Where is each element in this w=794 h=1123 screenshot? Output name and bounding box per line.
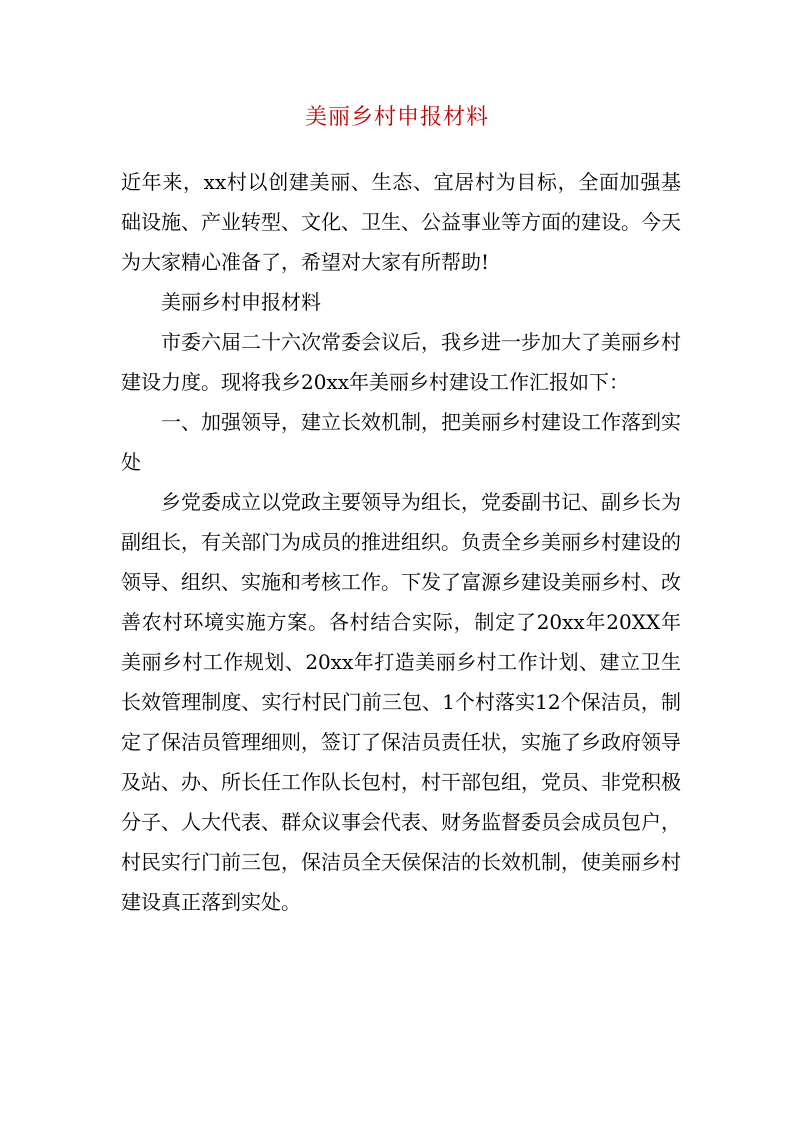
intro-paragraph: 近年来，xx村以创建美丽、生态、宜居村为目标，全面加强基础设施、产业转型、文化、卫生、公益事业等方面的建设。今天为大家精心准备了，希望对大家有所帮助!	[121, 170, 681, 274]
document-title: 美丽乡村申报材料	[304, 105, 489, 130]
report-intro-paragraph: 市委六届二十六次常委会议后，我乡进一步加大了美丽乡村建设力度。现将我乡20xx年美丽乡村建设工作汇报如下：	[121, 330, 681, 394]
body-paragraph: 乡党委成立以党政主要领导为组长，党委副书记、副乡长为副组长，有关部门为成员的推进组织。负责全乡美丽乡村建设的领导、组织、实施和考核工作。下发了富源乡建设美丽乡村、改善农村环境实施方案。各村结合实际，制定了20xx年20XX年美丽乡村工作规划、20xx年打造美丽乡村工作计划、建立卫生长效管理制度、实行村民门前三包、1个村落实12个保洁员，制定了保洁员管理细则，签订了保洁员责任状，实施了乡政府领导及站、办、所长任工作队长包村，村干部包组，党员、非党积极分子、人大代表、群众议事会代表、财务监督委员会成员包户，村民实行门前三包，保洁员全天侯保洁的长效机制，使美丽乡村建设真正落到实处。	[121, 490, 681, 914]
subsection-heading: 一、加强领导，建立长效机制，把美丽乡村建设工作落到实处	[121, 410, 681, 474]
section-heading: 美丽乡村申报材料	[161, 290, 321, 314]
document-body	[121, 162, 681, 922]
